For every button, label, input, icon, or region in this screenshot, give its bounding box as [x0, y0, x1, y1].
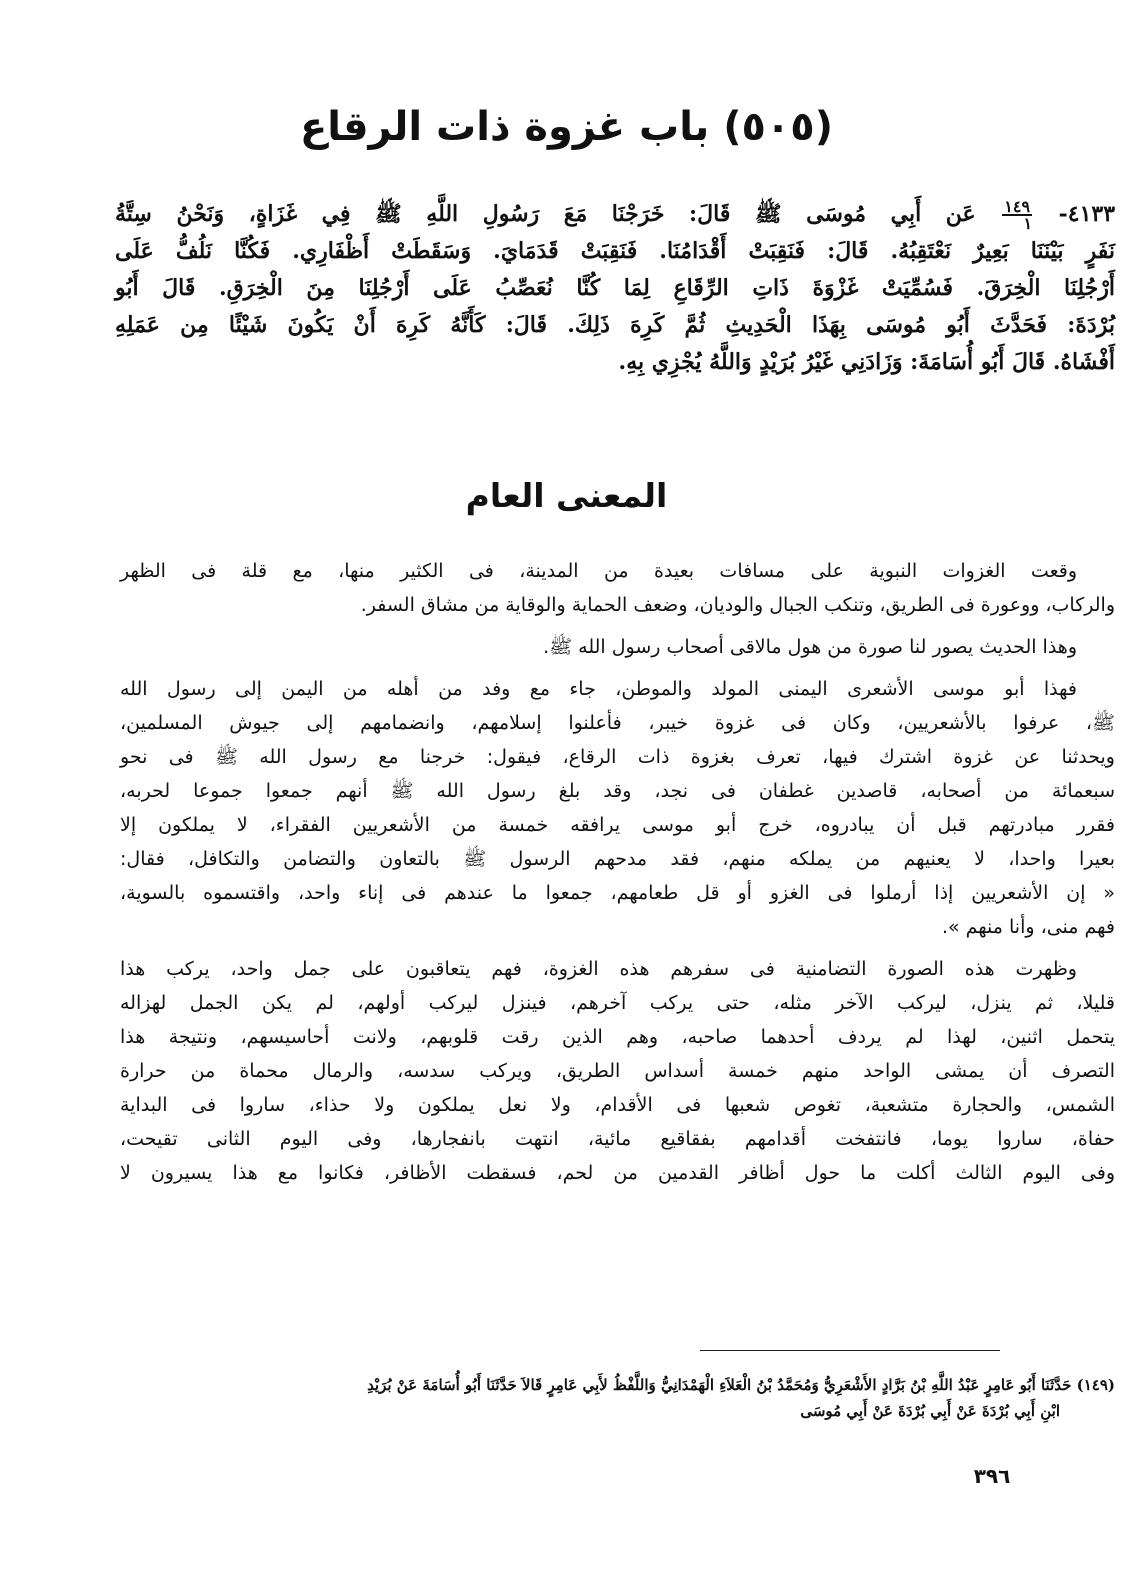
paragraph-line: يتحمل اثنين، لهذا لم يردف أحدهما صاحبه، وهم الذين رقت قلوبهم، ولانت أحاسيسهم، ونتيجة هذا: [120, 1026, 1115, 1048]
footnote-line: ابْنِ أَبِي بُرْدَةَ عَنْ أَبِي بُرْدَةَ عَنْ أَبِي مُوسَى: [800, 1402, 1060, 1420]
paragraph-line: التصرف أن يمشى الواحد منهم خمسة أسداس الطريق، ويركب سدسه، والرمال محماة من حرارة: [120, 1060, 1115, 1082]
paragraph-line: وقعت الغزوات النبوية على مسافات بعيدة من المدينة، فى الكثير منها، مع قلة فى الظهر: [120, 560, 1077, 582]
paragraph-line: والركاب، ووعورة فى الطريق، وتنكب الجبال والوديان، وضعف الحماية والوقاية من مشاق السفر.: [360, 594, 1115, 616]
paragraph-line: فهذا أبو موسى الأشعرى اليمنى المولد والموطن، جاء مع وفد من أهله من اليمن إلى رسول الله: [120, 678, 1077, 700]
paragraph-line: ويحدثنا عن غزوة اشترك فيها، تعرف بغزوة ذات الرقاع، فيقول: خرجنا مع رسول الله ﷺ فى نحو: [120, 746, 1115, 768]
hadith-number: ٤١٣٣: [1067, 201, 1116, 227]
paragraph-line: وهذا الحديث يصور لنا صورة من هول مالاقى أصحاب رسول الله ﷺ.: [543, 636, 1077, 658]
paragraph-line: وظهرت هذه الصورة التضامنية فى سفرهم هذه الغزوة، فهم يتعاقبون على جمل واحد، يركب هذا: [120, 958, 1077, 980]
hadith-line: ٤١٣٣- $\frac{١٤٩}{١}$ عَن أَبِي مُوسَى ﷺ قَالَ: خَرَجْنَا مَعَ رَسُولِ اللَّهِ ﷺ فِي غَزَاةٍ، وَنَحْنُ سِتَّةُ: [115, 197, 1116, 233]
section-title: المعنى العام: [465, 476, 668, 515]
paragraph-line: فقرر مبادرتهم قبل أن يبادروه، خرج أبو موسى يرافقه خمسة من الأشعريين الفقراء، لا يملكون إلا: [120, 814, 1115, 836]
paragraph: [120, 952, 1115, 1190]
page-number: ٣٩٦: [973, 1464, 1011, 1488]
sub-number-top: ١٤٩: [1004, 197, 1031, 216]
paragraph-line: وفى اليوم الثالث أكلت ما حول أظافر القدمين من لحم، فسقطت الأظافر، فكانوا مع هذا يسيرون لا: [120, 1162, 1115, 1184]
paragraph: [120, 554, 1115, 622]
paragraph-line: بعيرا واحدا، لا يعنيهم من يملكه منهم، فقد مدحهم الرسول ﷺ بالتعاون والتضامن والتكافل، فقال:: [120, 848, 1115, 870]
sub-number-bottom: ١: [1023, 214, 1033, 233]
paragraph: [120, 630, 1115, 664]
paragraph-line: « إن الأشعريين إذا أرملوا فى الغزو أو قل طعامهم، جمعوا ما عندهم فى إناء واحد، واقتسموه بالسوية،: [120, 882, 1115, 904]
paragraph-line: سبعمائة من أصحابه، قاصدين غطفان فى نجد، وقد بلغ رسول الله ﷺ أنهم جمعوا جموعا لحربه،: [120, 780, 1115, 802]
footnote-line: (١٤٩) حَدَّثَنَا أَبُو عَامِرٍ عَبْدُ اللَّهِ بْنُ بَرَّادٍ الأَشْعَرِيُّ وَمُحَمَّدُ بْنُ الْعَلاَءِ الْهَمْدَانِيُّ وَاللَّفْظُ لأَبِي عَامِرٍ قَالاَ حَدَّثَنَا أَبُو أُسَامَةَ عَنْ بُرَيْدِ: [367, 1376, 1115, 1394]
hadith-line-text: عَن أَبِي مُوسَى ﷺ قَالَ: خَرَجْنَا مَعَ رَسُولِ اللَّهِ ﷺ فِي غَزَاةٍ، وَنَحْنُ سِتَّةُ: [115, 201, 976, 227]
paragraph-line: ﷺ، عرفوا بالأشعريين، وكان فى غزوة خيبر، فأعلنوا إسلامهم، وانضمامهم إلى جيوش المسلمين،: [120, 712, 1115, 734]
hadith-line: أَرْجُلِنَا الْخِرَقَ. فَسُمِّيَتْ غَزْوَةَ ذَاتِ الرِّقَاعِ لِمَا كُنَّا نُعَصِّبُ عَلَى أَرْجُلِنَا مِنَ الْخِرَقِ. قَالَ أَبُو: [115, 275, 1115, 301]
footnote: [125, 1372, 1115, 1424]
chapter-title: (٥٠٥) باب غزوة ذات الرقاع: [299, 104, 833, 150]
hadith-text: [115, 196, 1115, 381]
paragraph-line: قليلا، ثم ينزل، ليركب الآخر مثله، حتى يركب آخرهم، فينزل ليركب أولهم، لم يكن الجمل لهزاله: [120, 992, 1115, 1014]
paragraph: [120, 672, 1115, 944]
hadith-line: أَفْشَاهُ. قَالَ أَبُو أُسَامَةَ: وَزَادَنِي غَيْرُ بُرَيْدٍ وَاللَّهُ يُجْزِي بِهِ.: [618, 349, 1115, 375]
paragraph-line: حفاة، ساروا يوما، فانتفخت أقدامهم بفقاقيع مائية، انتهت بانفجارها، وفى اليوم الثانى تقيحت،: [120, 1128, 1115, 1150]
paragraph-line: فهم منى، وأنا منهم ».: [941, 916, 1115, 938]
hadith-line: نَفَرٍ بَيْنَنَا بَعِيرٌ نَعْتَقِبُهُ. قَالَ: فَنَقِبَتْ أَقْدَامُنَا. فَنَقِبَتْ قَدَمَايَ. وَسَقَطَتْ أَظْفَارِي. فَكُنَّا نَلُفُّ عَلَى: [115, 238, 1115, 264]
commentary-body: [120, 554, 1115, 1198]
hadith-line: بُرْدَةَ: فَحَدَّثَ أَبُو مُوسَى بِهَذَا الْحَدِيثِ ثُمَّ كَرِهَ ذَلِكَ. قَالَ: كَأَنَّهُ كَرِهَ أَنْ يَكُونَ شَيْئًا مِن عَمَلِهِ: [115, 312, 1115, 338]
paragraph-line: الشمس، والحجارة متشعبة، تغوص شعبها فى الأقدام، ولا نعل يملكون ولا حذاء، ساروا فى البداية: [120, 1094, 1115, 1116]
footnote-divider: [700, 1350, 1000, 1351]
hadith-sub-number: [1002, 199, 1032, 231]
